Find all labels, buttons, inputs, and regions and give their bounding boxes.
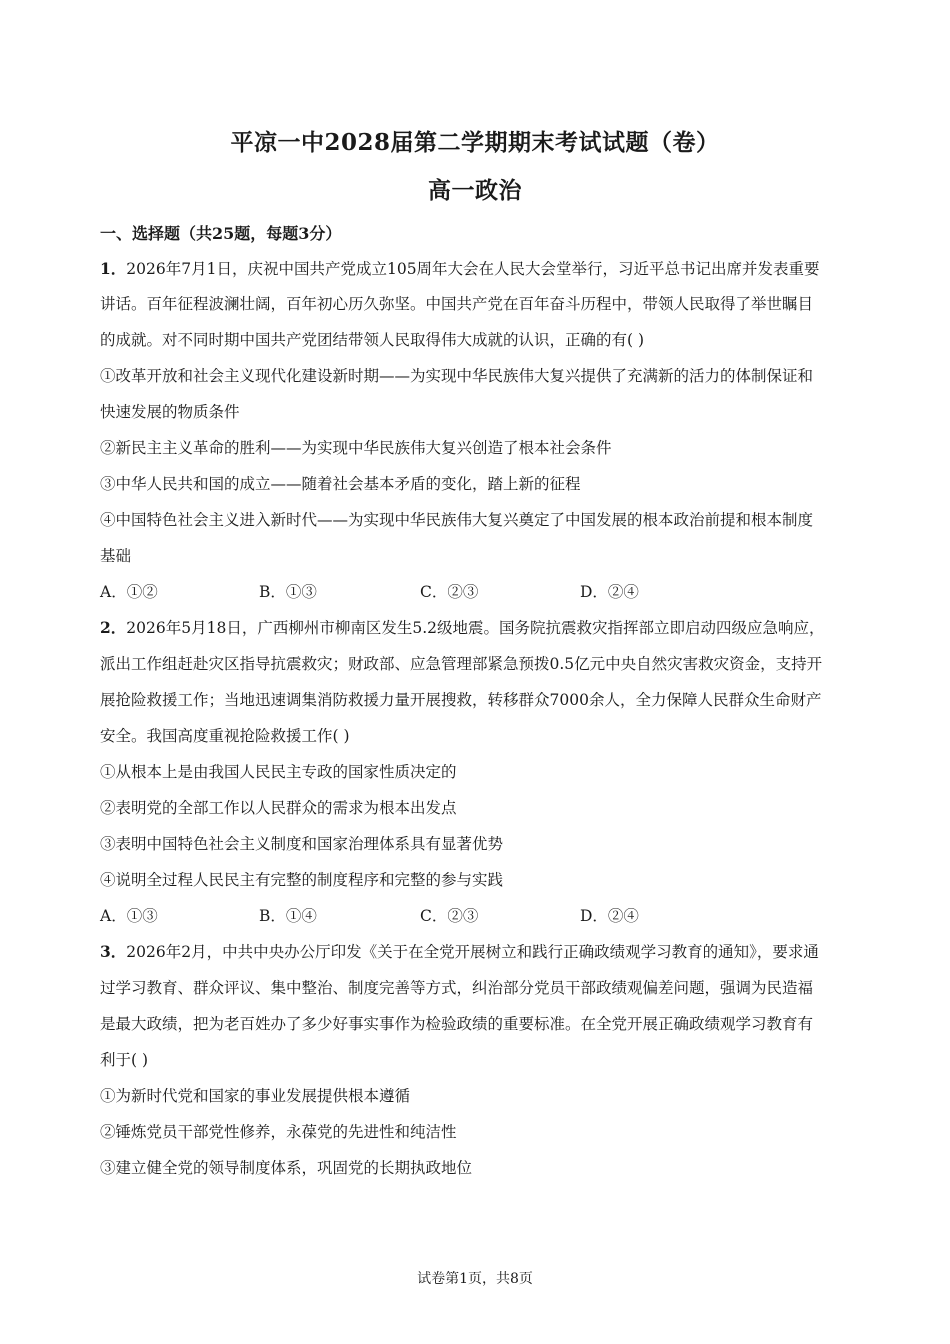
question-3-stem-line-1: 3．2026年2月，中共中央办公厅印发《关于在全党开展树立和践行正确政绩观学习教育的通知》，要求通 [100,942,819,961]
question-3-statement: ③建立健全党的领导制度体系，巩固党的长期执政地位 [100,1159,473,1177]
exam-title: 平凉一中2028届第二学期期末考试试题（卷） [230,129,720,156]
question-2-statement: ②表明党的全部工作以人民群众的需求为根本出发点 [100,799,457,817]
question-1-option-c: C．②③ [420,583,479,601]
question-1-option-b: B．①③ [259,583,317,601]
question-1-option-d: D．②④ [580,583,639,601]
question-1-statement: ③中华人民共和国的成立——随着社会基本矛盾的变化，踏上新的征程 [100,475,581,493]
question-2-option-a: A．①③ [100,907,158,925]
question-2-stem-line-4: 安全。我国高度重视抢险救援工作( ) [100,727,350,745]
question-3-statement: ②锤炼党员干部党性修养，永葆党的先进性和纯洁性 [100,1123,457,1141]
question-1-stem-line-3: 的成就。对不同时期中国共产党团结带领人民取得伟大成就的认识，正确的有( ) [100,331,645,349]
question-3-stem-line-3: 是最大政绩，把为老百姓办了多少好事实事作为检验政绩的重要标准。在全党开展正确政绩观学习教育有 [100,1015,814,1033]
question-2-option-b: B．①④ [259,907,317,925]
question-1-statement: ②新民主主义革命的胜利——为实现中华民族伟大复兴创造了根本社会条件 [100,439,612,457]
question-2-number: 2． [100,618,127,637]
question-1-option-a: A．①② [100,583,158,601]
question-2-stem-line-2: 派出工作组赶赴灾区指导抗震救灾；财政部、应急管理部紧急预拨0.5亿元中央自然灾害救灾资金，支持开 [100,655,823,673]
question-1-number: 1． [100,259,127,278]
question-1-statement: 快速发展的物质条件 [100,403,240,421]
question-1-statement: ①改革开放和社会主义现代化建设新时期——为实现中华民族伟大复兴提供了充满新的活力的体制保证和 [100,367,814,385]
question-1-statement: ④中国特色社会主义进入新时代——为实现中华民族伟大复兴奠定了中国发展的根本政治前提和根本制度 [100,511,814,529]
question-1-statement: 基础 [100,547,132,565]
question-2-statement: ①从根本上是由我国人民民主专政的国家性质决定的 [100,763,457,781]
exam-subject: 高一政治 [428,177,522,204]
question-1-stem-line-2: 讲话。百年征程波澜壮阔，百年初心历久弥坚。中国共产党在百年奋斗历程中，带领人民取得了举世瞩目 [100,295,814,313]
question-2-statement: ③表明中国特色社会主义制度和国家治理体系具有显著优势 [100,835,504,853]
question-1-stem-line-1: 1．2026年7月1日，庆祝中国共产党成立105周年大会在人民大会堂举行，习近平总书记出席并发表重要 [100,259,820,278]
question-2-option-c: C．②③ [420,907,479,925]
question-3-stem-line-2: 过学习教育、群众评议、集中整治、制度完善等方式，纠治部分党员干部政绩观偏差问题，强调为民造福 [100,979,814,997]
question-3-number: 3． [100,942,127,961]
page-footer: 试卷第1页，共8页 [417,1271,533,1287]
section-heading: 一、选择题（共25题，每题3分） [100,224,342,243]
question-2-stem-line-1: 2．2026年5月18日，广西柳州市柳南区发生5.2级地震。国务院抗震救灾指挥部立即启动四级应急响应， [100,618,825,637]
question-2-stem-line-3: 展抢险救援工作；当地迅速调集消防救援力量开展搜救，转移群众7000余人，全力保障人民群众生命财产 [100,691,822,709]
question-3-stem-line-4: 利于( ) [100,1051,149,1069]
question-2-statement: ④说明全过程人民民主有完整的制度程序和完整的参与实践 [100,871,504,889]
question-2-option-d: D．②④ [580,907,639,925]
question-3-statement: ①为新时代党和国家的事业发展提供根本遵循 [100,1087,411,1105]
